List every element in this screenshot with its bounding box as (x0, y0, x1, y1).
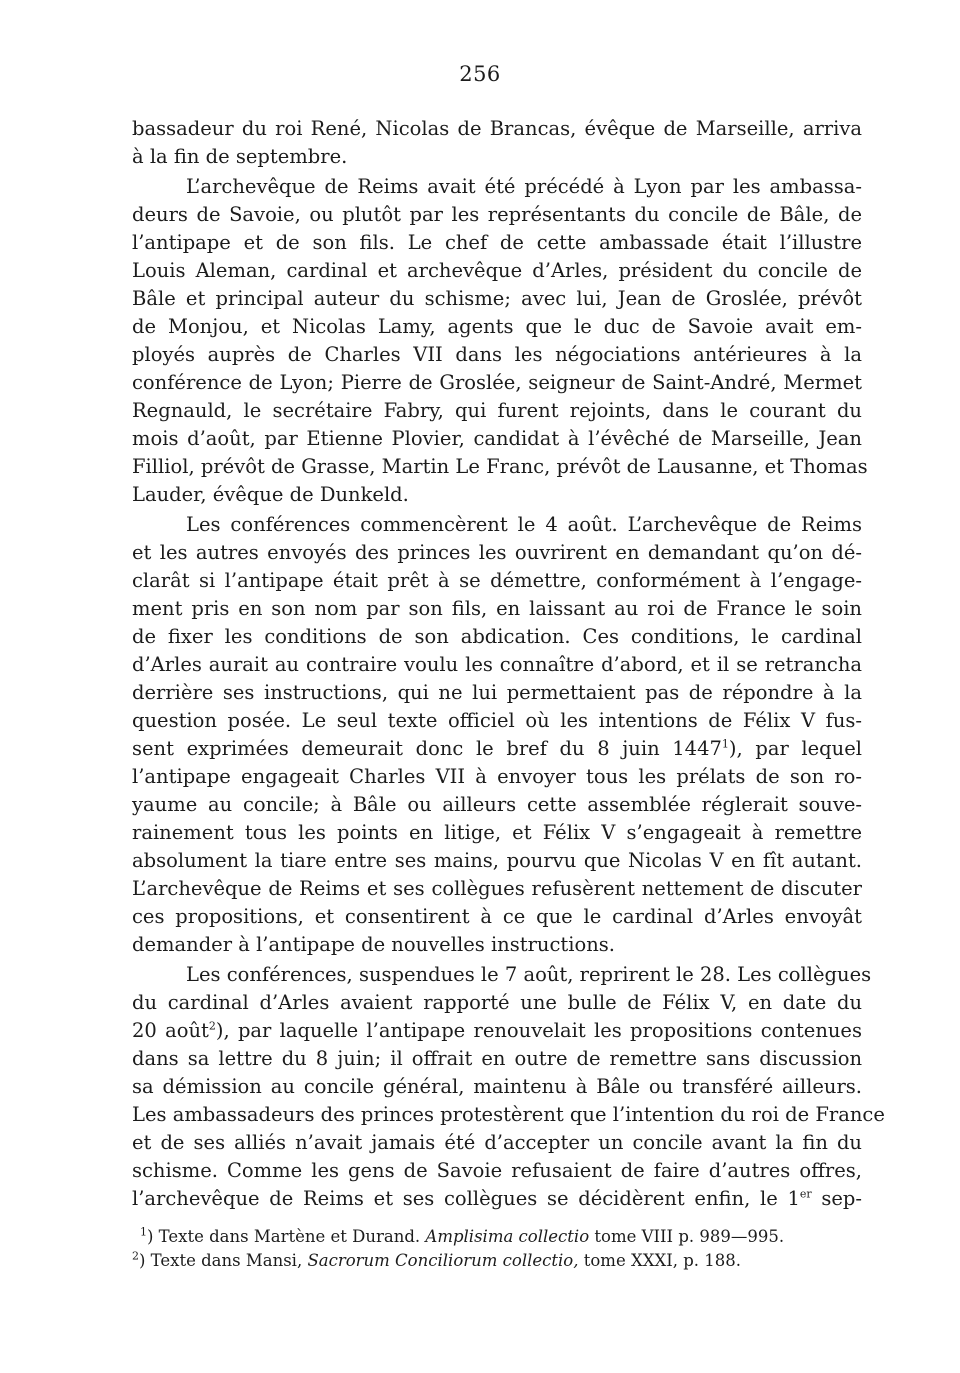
text-line: du cardinal d’Arles avaient rapporté une bulle de Félix V, en date du (132, 991, 862, 1014)
footnote-text: ) Texte dans Mansi, (139, 1251, 308, 1270)
footnote-title: Sacrorum Conciliorum collectio, (307, 1251, 579, 1270)
text-run: l’archevêque de Reims et ses collègues se décidèrent enfin, le 1 (132, 1187, 800, 1210)
text-line: ces propositions, et consentirent à ce que le cardinal d’Arles envoyât (132, 905, 862, 928)
text-run: ), par laquelle l’antipape renouvelait les propositions contenues (215, 1019, 862, 1042)
text-line: de Monjou, et Nicolas Lamy, agents que le duc de Savoie avait em- (132, 315, 862, 338)
footnote (140, 1226, 870, 1248)
text-line: demander à l’antipape de nouvelles instructions. (132, 933, 615, 956)
text-line: Bâle et principal auteur du schisme; avec lui, Jean de Groslée, prévôt (132, 287, 862, 310)
footnote-text: tome VIII p. 989—995. (589, 1227, 785, 1246)
footnote-title: Amplisima collectio (425, 1227, 590, 1246)
text-line: ment pris en son nom par son fils, en laissant au roi de France le soin (132, 597, 862, 620)
paragraph-start-line: Les conférences commencèrent le 4 août. L’archevêque de Reims (186, 513, 862, 536)
text-line: et de ses alliés n’avait jamais été d’accepter un concile avant la fin du (132, 1131, 862, 1154)
text-run: 20 août (132, 1019, 209, 1042)
text-line: Lauder, évêque de Dunkeld. (132, 483, 409, 506)
footnote-ref: 1 (721, 737, 729, 751)
text-line: clarât si l’antipape était prêt à se démettre, conformément à l’engage- (132, 569, 862, 592)
text-line-with-footnote-ref (132, 1017, 862, 1045)
text-line: question posée. Le seul texte officiel où les intentions de Félix V fus- (132, 709, 862, 732)
text-line-with-footnote-ref (132, 735, 862, 763)
footnote-ref: 2 (208, 1019, 216, 1033)
text-line: dans sa lettre du 8 juin; il offrait en outre de remettre sans discussion (132, 1047, 862, 1070)
text-run: sent exprimées demeurait donc le bref du 8 juin 1447 (132, 737, 722, 760)
text-line: et les autres envoyés des princes les ouvrirent en demandant qu’on dé- (132, 541, 862, 564)
text-line: de fixer les conditions de son abdication. Ces conditions, le cardinal (132, 625, 862, 648)
ordinal-superscript: er (799, 1187, 812, 1201)
text-line: l’antipape engageait Charles VII à envoyer tous les prélats de son ro- (132, 765, 862, 788)
footnote-text: ) Texte dans Martène et Durand. (147, 1227, 426, 1246)
paragraph-start-line: Les conférences, suspendues le 7 août, reprirent le 28. Les collègues (186, 963, 872, 986)
paragraph-start-line: L’archevêque de Reims avait été précédé à Lyon par les ambassa- (186, 175, 862, 198)
text-line: ployés auprès de Charles VII dans les négociations antérieures à la (132, 343, 862, 366)
text-line-with-superscript (132, 1185, 862, 1213)
text-line: schisme. Comme les gens de Savoie refusaient de faire d’autres offres, (132, 1159, 862, 1182)
text-line: yaume au concile; à Bâle ou ailleurs cette assemblée réglerait souve- (132, 793, 862, 816)
text-line: L’archevêque de Reims et ses collègues refusèrent nettement de discuter (132, 877, 862, 900)
text-run: sep- (811, 1187, 862, 1210)
text-line: Louis Aleman, cardinal et archevêque d’Arles, président du concile de (132, 259, 862, 282)
text-line: derrière ses instructions, qui ne lui permettaient pas de répondre à la (132, 681, 862, 704)
text-line: rainement tous les points en litige, et Félix V s’engageait à remettre (132, 821, 862, 844)
footnote-text: tome XXXI, p. 188. (578, 1251, 741, 1270)
text-line: l’antipape et de son fils. Le chef de cette ambassade était l’illustre (132, 231, 862, 254)
text-line: Les ambassadeurs des princes protestèrent que l’intention du roi de France (132, 1103, 885, 1126)
text-line: absolument la tiare entre ses mains, pourvu que Nicolas V en fît autant. (132, 849, 862, 872)
text-line: mois d’août, par Etienne Plovier, candidat à l’évêché de Marseille, Jean (132, 427, 862, 450)
text-line: d’Arles aurait au contraire voulu les connaître d’abord, et il se retrancha (132, 653, 862, 676)
text-line: bassadeur du roi René, Nicolas de Brancas, évêque de Marseille, arriva (132, 117, 862, 140)
text-line: sa démission au concile général, maintenu à Bâle ou transféré ailleurs. (132, 1075, 862, 1098)
text-line: Regnauld, le secrétaire Fabry, qui furent rejoints, dans le courant du (132, 399, 862, 422)
text-line: deurs de Savoie, ou plutôt par les représentants du concile de Bâle, de (132, 203, 862, 226)
footnote (132, 1250, 862, 1272)
text-line: conférence de Lyon; Pierre de Groslée, seigneur de Saint-André, Mermet (132, 371, 862, 394)
footnote-marker: 2 (132, 1249, 139, 1263)
text-run: ), par lequel (728, 737, 862, 760)
page-number: 256 (459, 62, 501, 86)
text-line: à la fin de septembre. (132, 145, 348, 168)
footnote-marker: 1 (140, 1225, 147, 1239)
text-line: Filliol, prévôt de Grasse, Martin Le Franc, prévôt de Lausanne, et Thomas (132, 455, 868, 478)
